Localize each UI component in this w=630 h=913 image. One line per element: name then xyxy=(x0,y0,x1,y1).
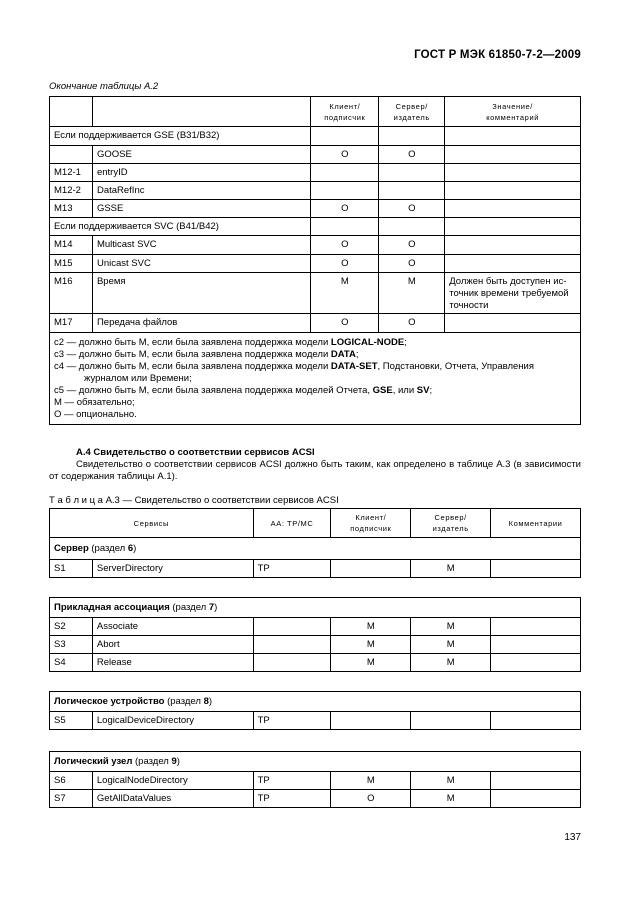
note-c5: c5 — должно быть M, если была заявлена поддержка моделей Отчета, GSE, или SV; xyxy=(54,385,433,396)
header-aa: AA: TP/MC xyxy=(253,509,331,538)
page-number: 137 xyxy=(564,832,581,843)
notes-row xyxy=(50,333,581,425)
svc-section-row: Если поддерживается SVC (B41/B42) xyxy=(50,218,311,236)
table-row: M14 Multicast SVC O O xyxy=(50,236,581,255)
table-row: M16 Время M M Должен быть доступен ис- точник времени требуемой точности xyxy=(50,273,581,314)
table-row: M12-1 entryID xyxy=(50,164,581,182)
section-a4 xyxy=(49,447,581,483)
table-a3-caption: Т а б л и ц а А.3 — Свидетельство о соответствии сервисов ACSI xyxy=(49,495,339,506)
header-server: Сервер/ издатель xyxy=(379,97,445,127)
note-c3: c3 — должно быть M, если была заявлена поддержка модели DATA; xyxy=(54,349,359,360)
header-server: Сервер/ издатель xyxy=(411,509,491,538)
table-row: S4 Release M M xyxy=(50,654,581,672)
group-logical-device: Логическое устройство (раздел 8) xyxy=(50,692,581,712)
header-client: Клиент/ подписчик xyxy=(311,97,379,127)
table-continuation-caption: Окончание таблицы А.2 xyxy=(49,81,159,92)
table-a3 xyxy=(49,508,581,808)
table-row: S7 GetAllDataValues TP O M xyxy=(50,790,581,808)
table-row: S5 LogicalDeviceDirectory TP xyxy=(50,712,581,730)
group-logical-node: Логический узел (раздел 9) xyxy=(50,752,581,772)
gse-section-row: Если поддерживается GSE (B31/B32) xyxy=(50,127,311,146)
note-c2: c2 — должно быть M, если была заявлена поддержка модели LOGICAL-NODE; xyxy=(54,337,407,348)
table-row: M13 GSSE O O xyxy=(50,200,581,218)
header-value: Значение/ комментарий xyxy=(445,97,581,127)
note-m: M — обязательно; xyxy=(54,397,135,408)
note-c4: c4 — должно быть M, если была заявлена поддержка модели DATA-SET, Подстановки, Отчета, Управления xyxy=(54,361,534,372)
note-o: O — опционально. xyxy=(54,409,137,420)
group-server: Сервер (раздел 6) xyxy=(50,538,581,560)
table-row: S1 ServerDirectory TP M xyxy=(50,560,581,578)
section-a4-title: А.4 Свидетельство о соответствии сервисов ACSI xyxy=(76,447,315,458)
table-a2 xyxy=(49,96,581,425)
table-row: M17 Передача файлов O O xyxy=(50,314,581,333)
table-row: GOOSE O O xyxy=(50,146,581,164)
section-a4-text: Свидетельство о соответствии сервисов ACSI должно быть таким, как определено в таблице А.3 (в зависимости от содержания таблицы А.1). xyxy=(49,459,581,482)
table-row: S3 Abort M M xyxy=(50,636,581,654)
note-c4-continuation: журналом или Времени; xyxy=(84,373,192,384)
header-comments: Комментарии xyxy=(491,509,581,538)
table-a3-header-row xyxy=(50,509,581,538)
time-comment: Должен быть доступен ис- точник времени требуемой точности xyxy=(445,273,581,314)
header-client: Клиент/ подписчик xyxy=(331,509,411,538)
table-row: M15 Unicast SVC O O xyxy=(50,255,581,273)
table-row: S2 Associate M M xyxy=(50,618,581,636)
group-application-association: Прикладная ассоциация (раздел 7) xyxy=(50,598,581,618)
table-row: M12-2 DataRefInc xyxy=(50,182,581,200)
table-row: S6 LogicalNodeDirectory TP M M xyxy=(50,772,581,790)
header-services: Сервисы xyxy=(50,509,254,538)
standard-header: ГОСТ Р МЭК 61850-7-2—2009 xyxy=(414,49,581,61)
table-a2-header-row xyxy=(50,97,581,127)
